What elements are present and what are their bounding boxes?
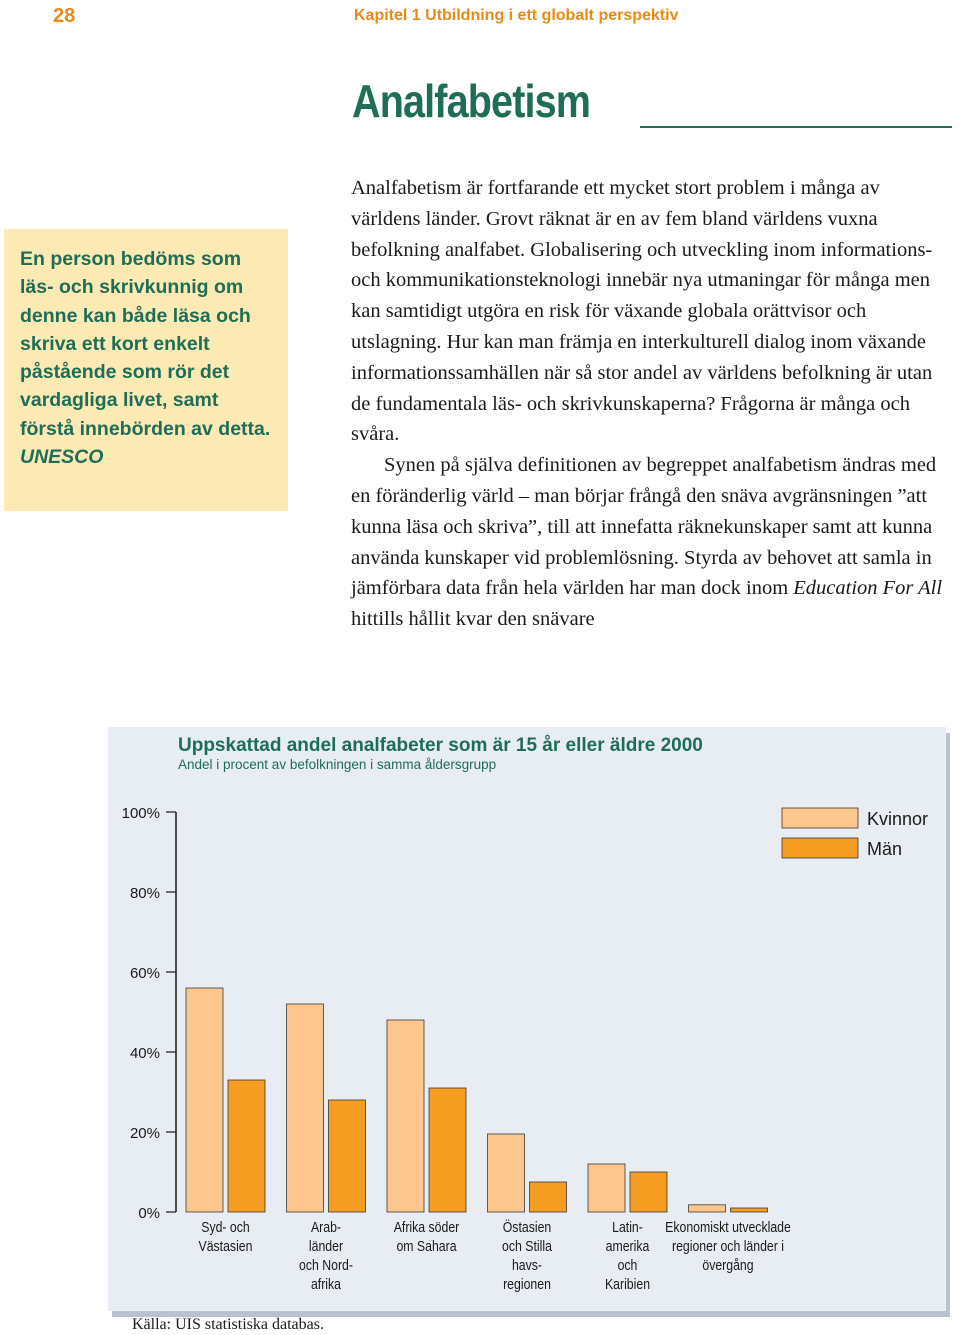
y-tick-label: 60%: [129, 965, 160, 982]
legend-label-man: Män: [867, 839, 903, 859]
bar-kvinnor: [488, 1134, 525, 1212]
definition-source: UNESCO: [20, 446, 104, 469]
bar-man: [630, 1172, 667, 1212]
chart-title: Uppskattad andel analfabeter som är 15 år eller äldre 2000: [178, 735, 703, 756]
x-category-label-line: Östasien: [502, 1218, 552, 1236]
x-category-label-line: och Stilla: [502, 1237, 552, 1255]
bar-man: [429, 1088, 466, 1212]
y-tick-label: 80%: [129, 885, 160, 902]
x-category-label: [665, 1219, 791, 1273]
x-category-label: [605, 1219, 650, 1292]
x-category-label: [199, 1219, 253, 1254]
x-category-label: [394, 1219, 460, 1254]
bar-kvinnor: [186, 988, 223, 1212]
paragraph-1: Analfabetism är fortfarande ett mycket stort problem i många av världens länder. Grovt räknat är en av fem bland världens vuxna befolkning analfabet. Globalisering och utveckling inom informations- och kommunikationsteknologi innebär nya utmaningar för många men kan samtidigt utgöra en risk för växande globala orättvisor och utslagning. Hur kan man främja en interkulturell dialog inom växande informationssamhällen när så stor andel av världens befolkning är utan de fundamentala läs- och skrivkunskaperna? Frågorna är många och svåra.: [351, 177, 933, 446]
x-category-label-line: om Sahara: [396, 1237, 457, 1255]
x-category-label-line: övergång: [702, 1256, 754, 1274]
paragraph-2-emphasis: Education For All: [793, 577, 943, 600]
legend-swatch-man: [782, 838, 858, 858]
chapter-heading: Kapitel 1 Utbildning i ett globalt perspektiv: [354, 7, 679, 24]
x-category-label-line: Afrika söder: [393, 1218, 460, 1236]
bar-man: [731, 1208, 768, 1212]
bar-kvinnor: [287, 1004, 324, 1212]
legend-label-kvinnor: Kvinnor: [867, 809, 929, 829]
x-category-label-line: Syd- och: [201, 1218, 250, 1236]
x-category-label-line: regionen: [503, 1275, 551, 1293]
x-category-label-line: havs-: [511, 1256, 543, 1274]
y-tick-label: 100%: [121, 805, 160, 822]
bar-man: [329, 1100, 366, 1212]
y-tick-label: 20%: [129, 1125, 160, 1142]
paragraph-2-end: hittills hållit kvar den snävare: [351, 608, 595, 631]
bar-kvinnor: [588, 1164, 625, 1212]
x-category-label-line: Västasien: [198, 1237, 253, 1255]
x-category-label-line: och: [617, 1256, 638, 1274]
x-category-label-line: regioner och länder i: [671, 1237, 785, 1255]
legend-swatch-kvinnor: [782, 808, 858, 828]
y-tick-label: 0%: [138, 1205, 160, 1222]
x-category-label-line: och Nord-: [299, 1256, 353, 1274]
bar-kvinnor: [689, 1205, 726, 1212]
bar-man: [530, 1182, 567, 1212]
x-category-label-line: afrika: [310, 1275, 342, 1293]
x-category-label-line: Ekonomiskt utvecklade: [665, 1218, 791, 1236]
y-tick-label: 40%: [129, 1045, 160, 1062]
x-category-label-line: länder: [308, 1237, 344, 1255]
definition-body: En person bedöms som läs- och skrivkunnig om denne kan både läsa och skriva ett kort enkelt påstående som rör det vardagliga livet, samt förstå innebörden av detta.: [20, 248, 271, 440]
x-category-label-line: Karibien: [604, 1275, 651, 1293]
chart-source: Källa: UIS statistiska databas.: [132, 1316, 324, 1333]
page-title: Analfabetism: [352, 75, 591, 127]
x-category-label: [502, 1217, 552, 1293]
paragraph-2-start: Synen på själva definitionen av begreppet analfabetism ändras med en föränderlig värld – man börjar frångå den snäva avgränsningen ”att kunna läsa och skriva”, till att innefatta räknekunskaper samt att kunna använda kunskaper vid problemlösning. Styrda av behovet att samla in jämförbara data från hela världen har man dock inom: [351, 454, 937, 600]
x-category-label-line: amerika: [605, 1237, 650, 1255]
x-category-label: [299, 1219, 353, 1292]
page-number: 28: [53, 5, 76, 27]
x-category-label-line: Arab-: [310, 1218, 342, 1236]
x-category-label-line: Latin-: [612, 1218, 643, 1236]
bar-kvinnor: [387, 1020, 424, 1212]
chart-subtitle: Andel i procent av befolkningen i samma åldersgrupp: [178, 757, 497, 772]
bar-man: [228, 1080, 265, 1212]
